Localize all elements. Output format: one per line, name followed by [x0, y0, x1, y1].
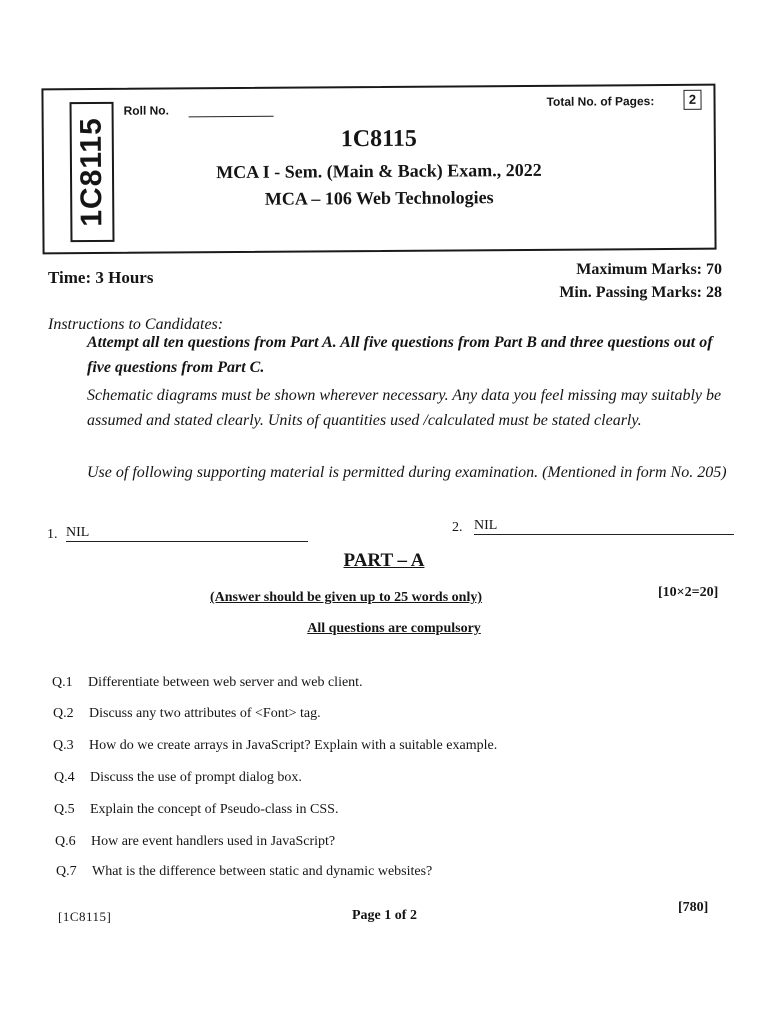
question-number: Q.3 [53, 738, 74, 753]
material-number: 1. [47, 527, 58, 542]
material-value-text: NIL [474, 518, 498, 533]
material-value-text: NIL [66, 525, 90, 540]
material-number: 2. [452, 520, 463, 535]
instruction-item: Schematic diagrams must be shown wherever necessary. Any data you feel missing may suitably be assumed and stated clearly. Units of quantities used /calculated must be stated clearly. [87, 387, 722, 429]
question [56, 864, 432, 880]
marks-scheme: [10×2=20] [658, 585, 719, 600]
header-box [41, 84, 716, 255]
total-pages-label: Total No. of Pages: [546, 94, 655, 109]
instruction-item: Attempt all ten questions from Part A. All five questions from Part B and three questions out of five questions from Part C. [87, 334, 713, 376]
maximum-marks: Maximum Marks: 70 [576, 261, 722, 278]
print-number: [780] [678, 900, 709, 915]
instruction-item: Use of following supporting material is permitted during examination. (Mentioned in form No. 205) [87, 464, 727, 481]
question [54, 802, 338, 818]
question-number: Q.5 [54, 802, 75, 817]
page-number: 1 [384, 908, 392, 923]
question [53, 706, 321, 722]
question [55, 834, 335, 850]
page-indicator [352, 908, 417, 924]
question-number: Q.7 [56, 864, 77, 879]
of-label: of [394, 908, 407, 923]
paper-code-vertical: 1C8115 [74, 117, 109, 227]
answer-length-note: (Answer should be given up to 25 words only) [210, 590, 483, 605]
question [53, 738, 497, 754]
material-value [66, 525, 308, 542]
exam-duration: Time: 3 Hours [48, 268, 154, 287]
instructions-heading: Instructions to Candidates: [48, 316, 224, 333]
subject-title: MCA – 106 Web Technologies [264, 187, 494, 209]
page-total: 2 [409, 908, 417, 923]
min-passing-marks: Min. Passing Marks: 28 [559, 284, 722, 301]
question-text: Differentiate between web server and web client. [88, 675, 363, 690]
footer-paper-code: [1C8115] [58, 909, 112, 924]
question-number: Q.4 [54, 770, 75, 785]
question-text: What is the difference between static and dynamic websites? [92, 864, 433, 879]
total-pages-value: 2 [683, 90, 701, 110]
exam-title: MCA I - Sem. (Main & Back) Exam., 2022 [216, 159, 542, 183]
roll-no-label: Roll No. [123, 103, 169, 118]
roll-no-line [189, 116, 274, 118]
material-value [474, 518, 734, 535]
question-number: Q.1 [52, 675, 73, 690]
compulsory-note: All questions are compulsory [307, 621, 481, 636]
question-text: Explain the concept of Pseudo-class in CSS. [90, 802, 339, 817]
question [54, 770, 302, 786]
question-text: How are event handlers used in JavaScript? [91, 834, 336, 849]
paper-code: 1C8115 [340, 125, 417, 153]
question-text: How do we create arrays in JavaScript? Explain with a suitable example. [89, 738, 498, 753]
question [52, 675, 363, 691]
question-text: Discuss the use of prompt dialog box. [90, 770, 302, 785]
question-number: Q.6 [55, 834, 76, 849]
question-number: Q.2 [53, 706, 74, 721]
question-text: Discuss any two attributes of <Font> tag. [89, 706, 321, 721]
page-label: Page [352, 908, 381, 923]
part-title: PART – A [343, 550, 425, 571]
